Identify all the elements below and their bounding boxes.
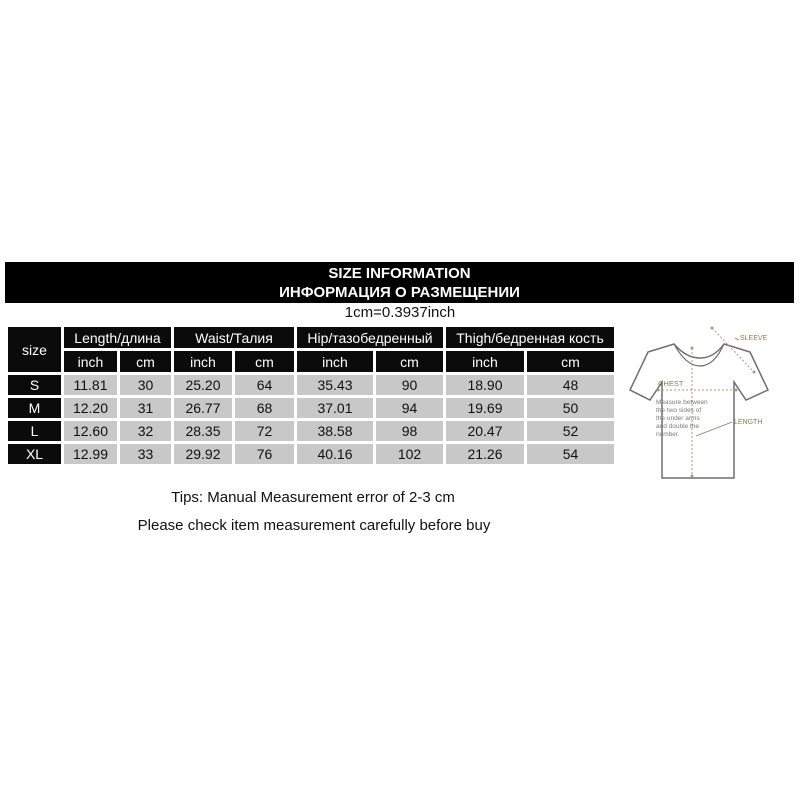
table-row bbox=[8, 444, 614, 464]
sleeve-label: SLEEVE bbox=[740, 335, 768, 342]
tshirt-measurement-diagram bbox=[628, 318, 770, 490]
value-cell: 40.16 bbox=[297, 444, 373, 464]
value-cell: 35.43 bbox=[297, 375, 373, 395]
size-information-header bbox=[5, 262, 794, 303]
value-cell: 12.20 bbox=[64, 398, 117, 418]
title-ru: ИНФОРМАЦИЯ О РАЗМЕЩЕНИИ bbox=[279, 284, 520, 301]
measure-note-line: number. bbox=[656, 431, 680, 438]
size-cell: M bbox=[8, 398, 61, 418]
value-cell: 54 bbox=[527, 444, 614, 464]
value-cell: 29.92 bbox=[174, 444, 232, 464]
value-cell: 90 bbox=[376, 375, 443, 395]
length-label: LENGTH bbox=[734, 419, 763, 426]
conversion-note: 1cm=0.3937inch bbox=[344, 304, 456, 321]
unit-inch: inch bbox=[446, 351, 524, 372]
waist-header: Waist/Талия bbox=[174, 327, 294, 348]
value-cell: 26.77 bbox=[174, 398, 232, 418]
value-cell: 21.26 bbox=[446, 444, 524, 464]
check-measurement-text: Please check item measurement carefully before buy bbox=[137, 517, 491, 534]
value-cell: 37.01 bbox=[297, 398, 373, 418]
table-row bbox=[8, 375, 614, 395]
value-cell: 30 bbox=[120, 375, 171, 395]
value-cell: 102 bbox=[376, 444, 443, 464]
hip-header: Hip/тазобедренный bbox=[297, 327, 443, 348]
value-cell: 12.99 bbox=[64, 444, 117, 464]
value-cell: 98 bbox=[376, 421, 443, 441]
unit-cm: cm bbox=[527, 351, 614, 372]
value-cell: 31 bbox=[120, 398, 171, 418]
value-cell: 33 bbox=[120, 444, 171, 464]
value-cell: 68 bbox=[235, 398, 294, 418]
value-cell: 72 bbox=[235, 421, 294, 441]
value-cell: 76 bbox=[235, 444, 294, 464]
title-en: SIZE INFORMATION bbox=[328, 265, 471, 282]
value-cell: 52 bbox=[527, 421, 614, 441]
value-cell: 32 bbox=[120, 421, 171, 441]
unit-cm: cm bbox=[120, 351, 171, 372]
value-cell: 25.20 bbox=[174, 375, 232, 395]
value-cell: 48 bbox=[527, 375, 614, 395]
value-cell: 38.58 bbox=[297, 421, 373, 441]
unit-inch: inch bbox=[297, 351, 373, 372]
measure-note-line: the under arms bbox=[656, 415, 700, 422]
value-cell: 50 bbox=[527, 398, 614, 418]
value-cell: 94 bbox=[376, 398, 443, 418]
size-cell: XL bbox=[8, 444, 61, 464]
chest-label: CHEST bbox=[658, 379, 684, 388]
measure-note-line: Measure between bbox=[656, 399, 708, 406]
unit-cm: cm bbox=[235, 351, 294, 372]
value-cell: 18.90 bbox=[446, 375, 524, 395]
size-cell: L bbox=[8, 421, 61, 441]
size-table bbox=[5, 324, 617, 467]
value-cell: 20.47 bbox=[446, 421, 524, 441]
measure-note-line: the two sides of bbox=[656, 407, 702, 414]
value-cell: 11.81 bbox=[64, 375, 117, 395]
value-cell: 12.60 bbox=[64, 421, 117, 441]
value-cell: 19.69 bbox=[446, 398, 524, 418]
length-header: Length/длина bbox=[64, 327, 171, 348]
unit-inch: inch bbox=[174, 351, 232, 372]
value-cell: 28.35 bbox=[174, 421, 232, 441]
size-cell: S bbox=[8, 375, 61, 395]
table-row bbox=[8, 421, 614, 441]
size-column-header: size bbox=[8, 327, 61, 372]
tips-text: Tips: Manual Measurement error of 2-3 cm bbox=[171, 489, 455, 506]
table-row bbox=[8, 398, 614, 418]
thigh-header: Thigh/бедренная кость bbox=[446, 327, 614, 348]
unit-cm: cm bbox=[376, 351, 443, 372]
unit-inch: inch bbox=[64, 351, 117, 372]
measure-note-line: and double the bbox=[656, 423, 700, 430]
value-cell: 64 bbox=[235, 375, 294, 395]
